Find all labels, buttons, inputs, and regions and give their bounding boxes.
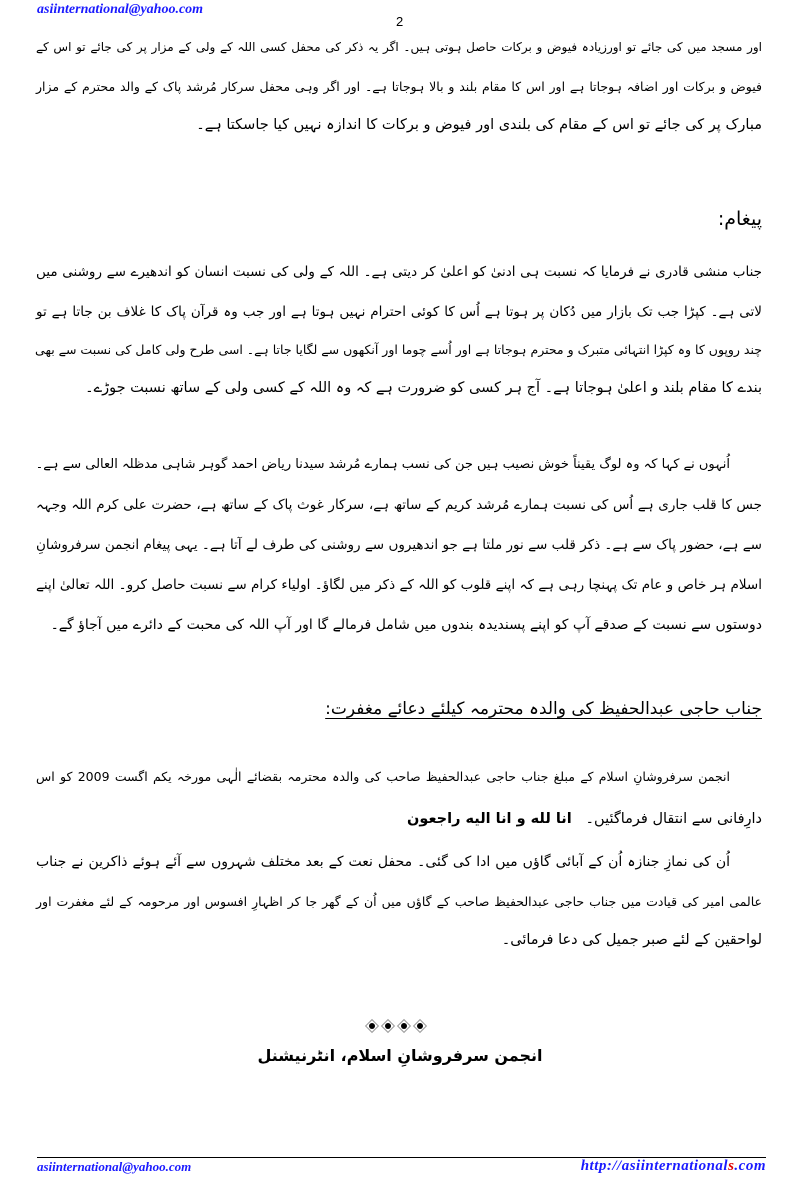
message-line: جناب منشی قادری نے فرمایا کہ نسبت ہی ادنیٰ کو اعلیٰ کر دیتی ہے۔ اللہ کے ولی کی نسبت انسان کو اندھیرے سے روشنی میں [36,264,762,280]
inna-lillah-text: انا لله و انا اليه راجعون [407,811,572,827]
footer-url-link[interactable] [581,1158,766,1175]
intro-line: فیوض و برکات اور اضافہ ہوجاتا ہے اور اس کا مقام بلند و بالا ہوجاتا ہے۔ اور اگر وہی محفل سرکار مُرشد پاک کے والد محترم کے مزار [36,79,762,94]
condolence-line: لواحقین کے لئے صبر جمیل کی دعا فرمائی۔ [501,932,762,948]
star-ornament-icon [414,1020,426,1032]
condolence-line [407,809,762,829]
intro-line: مبارک پر کی جائے تو اس کے مقام کی بلندی اور فیوض و برکات کا اندازہ نہیں کیا جاسکتا ہے۔ [196,117,762,133]
message-line: بندے کا مقام بلند و اعلیٰ ہوجاتا ہے۔ آج ہر کسی کو ضرورت ہے کہ وہ اللہ کے کسی ولی کے ساتھ نسبت جوڑے۔ [85,380,762,396]
page-number: 2 [396,14,404,29]
condolence-line: عالمی امیر کی قیادت میں جناب حاجی عبدالحفیظ صاحب کے گاؤں میں اُن کے گھر جا کر اظہارِ افسوس اور مرحومہ کے لئے مغفرت اور [36,894,762,909]
url-highlight: s [728,1158,735,1174]
header-email[interactable]: asiinternational@yahoo.com [37,2,204,17]
url-prefix: http://asiinternational [580,1158,729,1174]
message-line: چند روپوں کا وہ کپڑا انتہائی متبرک و محترم ہوجاتا ہے اور اُسے چوما اور آنکھوں سے لگایا جاتا ہے۔ اسی طرح ولی کامل کی نسبت سے بھی [35,342,762,357]
condolence-text: دارِفانی سے انتقال فرماگئیں۔ [585,811,762,827]
organization-name: انجمن سرفروشانِ اسلام، انٹرنیشنل [257,1046,543,1065]
footer-email[interactable]: asiinternational@yahoo.com [37,1159,192,1174]
condolence-line: اُن کی نمازِ جنازہ اُن کے آبائی گاؤں میں ادا کی گئی۔ محفل نعت کے بعد مختلف شہروں سے آئے ہوئے ذاکرین نے جناب [36,854,730,870]
message-line: سے ہے، حضور پاک سے ہے۔ ذکر قلب سے نور ملتا ہے جو اندھیروں سے روشنی کی طرف لے آتا ہے۔ یہی پیغام انجمن سرفروشانِ [36,537,762,553]
star-ornament-icon [398,1020,410,1032]
star-ornament-icon [366,1020,378,1032]
section-heading-condolence: جناب حاجی عبدالحفیظ کی والدہ محترمہ کیلئے دعائے مغفرت: [325,699,762,719]
message-line: دوستوں سے نسبت کے صدقے آپ کو اپنے پسندیدہ بندوں میں شامل فرمالے گا اور آپ اللہ کی محبت کے دائرے میں آجاؤ گے۔ [50,617,762,633]
intro-line: اور مسجد میں کی جائے تو اورزیادہ فیوض و برکات حاصل ہوتی ہیں۔ اگر یہ ذکر کی محفل کسی اللہ کے ولی کے مزار پر کی جائے تو اس کے [36,40,762,54]
separator-ornament [366,1020,426,1032]
condolence-line: انجمن سرفروشانِ اسلام کے مبلغ جناب حاجی عبدالحفیظ صاحب کی والدہ محترمہ بقضائے الٰہی مورخہ یکم اگست 2009 کو اس [36,769,730,784]
message-line: جس کا قلب جاری ہے اُس کی نسبت ہمارے مُرشد کریم کے ساتھ ہے، سرکار غوث پاک کے ساتھ ہے، حضرت علی کرم اللہ وجہہ [36,497,762,513]
message-line: اسلام ہر خاص و عام تک پہنچا رہی ہے کہ اپنے قلوب کو اللہ کے ذکر میں لگاؤ۔ اولیاء کرام سے نسبت حاصل کرو۔ اللہ تعالیٰ اپنے [36,577,762,593]
url-suffix: .com [734,1158,766,1174]
star-ornament-icon [382,1020,394,1032]
message-line: اُنہوں نے کہا کہ وہ لوگ یقیناً خوش نصیب ہیں جن کی نسب ہمارے مُرشد سیدنا ریاض احمد گوہر شاہی مدظلہ العالی سے ہے۔ [35,457,730,472]
message-line: لاتی ہے۔ کپڑا جب تک بازار میں دُکان پر ہوتا ہے اُس کا کوئی احترام نہیں ہوتا ہے اور جب وہ قرآن پاک کا غلاف بن جاتا ہے تو [36,304,762,320]
section-heading-message: پیغام: [717,208,762,230]
